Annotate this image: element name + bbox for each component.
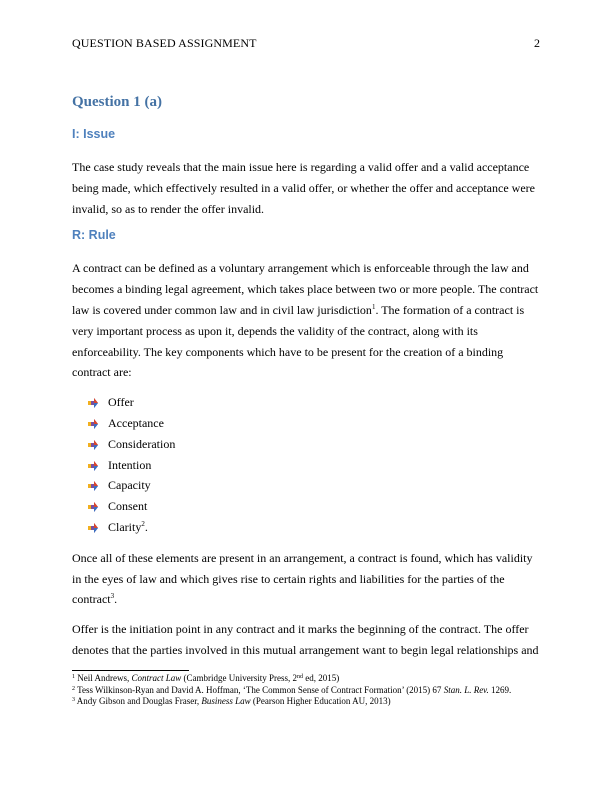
multicolor-arrow-bullet-icon [88, 523, 98, 533]
issue-paragraph: The case study reveals that the main issue here is regarding a valid offer and a valid acceptance being made, which effectively resulted in a valid offer, or whether the offer and acceptance were invalid, so as to render the offer invalid. [72, 160, 535, 216]
contract-elements-list [88, 392, 540, 538]
running-head: QUESTION BASED ASSIGNMENT [72, 36, 257, 50]
list-item: Clarity$^2$. [88, 517, 540, 538]
footnotes [72, 673, 542, 708]
footnote-3: $^3$ Andy Gibson and Douglas Fraser, Business Law (Pearson Higher Education AU, 2013) [72, 696, 391, 706]
list-item: Capacity [88, 475, 540, 496]
footnote-separator [72, 670, 189, 671]
rule-paragraph-1: A contract can be defined as a voluntary arrangement which is enforceable through the law and becomes a binding legal agreement, which takes place between two or more people. The contract law is covered under common law and in civil law jurisdiction$^1$. The formation of a contract is very important process as upon it, depends the validity of the contract, along with its enforceability. The key components which have to be present for the creation of a binding contract are: [72, 261, 539, 380]
rule-heading: R: Rule [72, 228, 116, 243]
multicolor-arrow-bullet-icon [88, 419, 98, 429]
multicolor-arrow-bullet-icon [88, 502, 98, 512]
list-item: Offer [88, 392, 540, 413]
footnote-ref-1[interactable]: 1 [371, 302, 376, 311]
rule-paragraph-2: Once all of these elements are present in an arrangement, a contract is found, which has validity in the eyes of law and which gives rise to certain rights and liabilities for the parties of the contract$^3$. [72, 550, 533, 607]
multicolor-arrow-bullet-icon [88, 481, 98, 491]
question-heading: Question 1 (a) [72, 94, 162, 110]
rule-paragraph-3: Offer is the initiation point in any contract and it marks the beginning of the contract. The offer denotes that the parties involved in this mutual arrangement want to begin legal relationships and [72, 622, 539, 657]
list-item: Consent [88, 496, 540, 517]
list-item: Intention [88, 455, 540, 476]
footnote-ref-2[interactable]: 2 [141, 519, 145, 528]
list-item: Acceptance [88, 413, 540, 434]
page-number: 2 [534, 36, 540, 50]
multicolor-arrow-bullet-icon [88, 398, 98, 408]
multicolor-arrow-bullet-icon [88, 461, 98, 471]
list-item: Consideration [88, 434, 540, 455]
footnote-ref-3[interactable]: 3 [110, 592, 115, 601]
document-body [72, 94, 540, 670]
footnote-2: $^2$ Tess Wilkinson-Ryan and David A. Hoffman, ‘The Common Sense of Contract Formation’ (2015) 67 Stan. L. Rev. 1269. [72, 684, 512, 695]
footnote-1: $^1$ Neil Andrews, Contract Law (Cambridge University Press, 2nd ed, 2015) [72, 673, 340, 683]
issue-heading: I: Issue [72, 127, 116, 141]
multicolor-arrow-bullet-icon [88, 440, 98, 450]
